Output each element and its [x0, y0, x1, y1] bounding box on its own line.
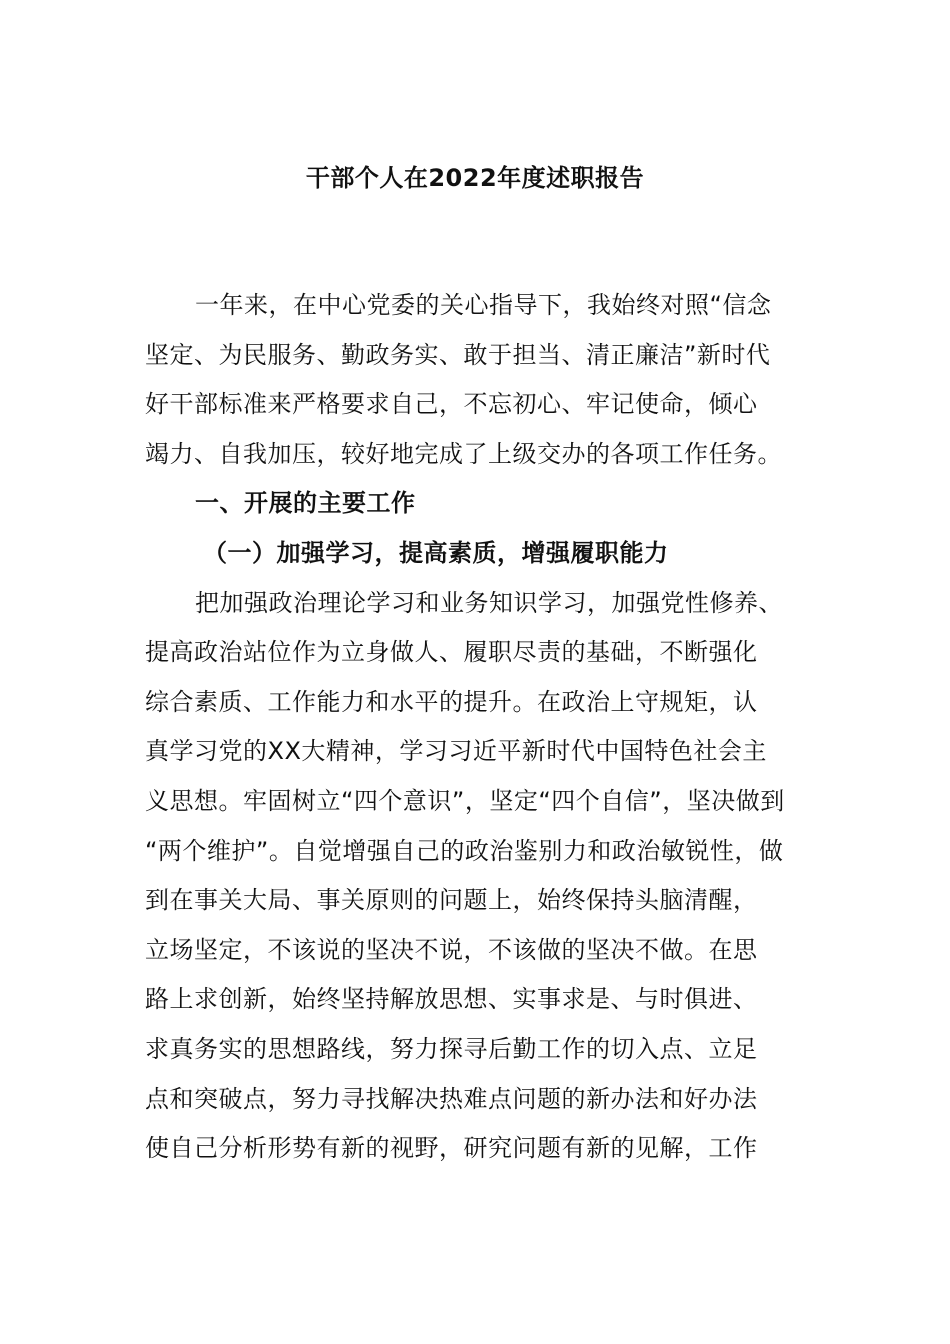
paragraph-line: 点和突破点，努力寻找解决热难点问题的新办法和好办法 — [145, 1084, 758, 1113]
paragraph-line: “两个维护”。自觉增强自己的政治鉴别力和政治敏锐性，做 — [145, 836, 784, 865]
paragraph-line: 路上求创新，始终坚持解放思想、实事求是、与时俱进、 — [145, 985, 758, 1014]
paragraph-line: 求真务实的思想路线，努力探寻后勤工作的切入点、立足 — [145, 1034, 758, 1063]
paragraph-line: 综合素质、工作能力和水平的提升。在政治上守规矩，认 — [145, 687, 758, 716]
document-body — [145, 281, 807, 1174]
paragraph-line: 立场坚定，不该说的坚决不说，不该做的坚决不做。在思 — [145, 935, 758, 964]
paragraph-line: 竭力、自我加压，较好地完成了上级交办的各项工作任务。 — [145, 439, 782, 468]
paragraph-line: 真学习党的XX大精神，学习习近平新时代中国特色社会主 — [145, 737, 767, 766]
document-title: 干部个人在2022年度述职报告 — [305, 164, 645, 192]
section-heading: 一、开展的主要工作 — [195, 489, 416, 518]
paragraph-line: 提高政治站位作为立身做人、履职尽责的基础，不断强化 — [145, 638, 758, 667]
paragraph-line: 使自己分析形势有新的视野，研究问题有新的见解，工作 — [145, 1134, 758, 1163]
paragraph-line: 把加强政治理论学习和业务知识学习，加强党性修养、 — [195, 588, 783, 617]
paragraph-line: 到在事关大局、事关原则的问题上，始终保持头脑清醒， — [145, 886, 758, 915]
paragraph-line: 一年来，在中心党委的关心指导下，我始终对照“信念 — [195, 291, 772, 319]
paragraph-line: 义思想。牢固树立“四个意识”，坚定“四个自信”，坚决做到 — [145, 786, 785, 815]
paragraph-line: 坚定、为民服务、勤政务实、敢于担当、清正廉洁”新时代 — [145, 340, 771, 369]
subsection-heading: （一）加强学习，提高素质，增强履职能力 — [203, 538, 669, 567]
paragraph-line: 好干部标准来严格要求自己，不忘初心、牢记使命，倾心 — [145, 390, 758, 419]
